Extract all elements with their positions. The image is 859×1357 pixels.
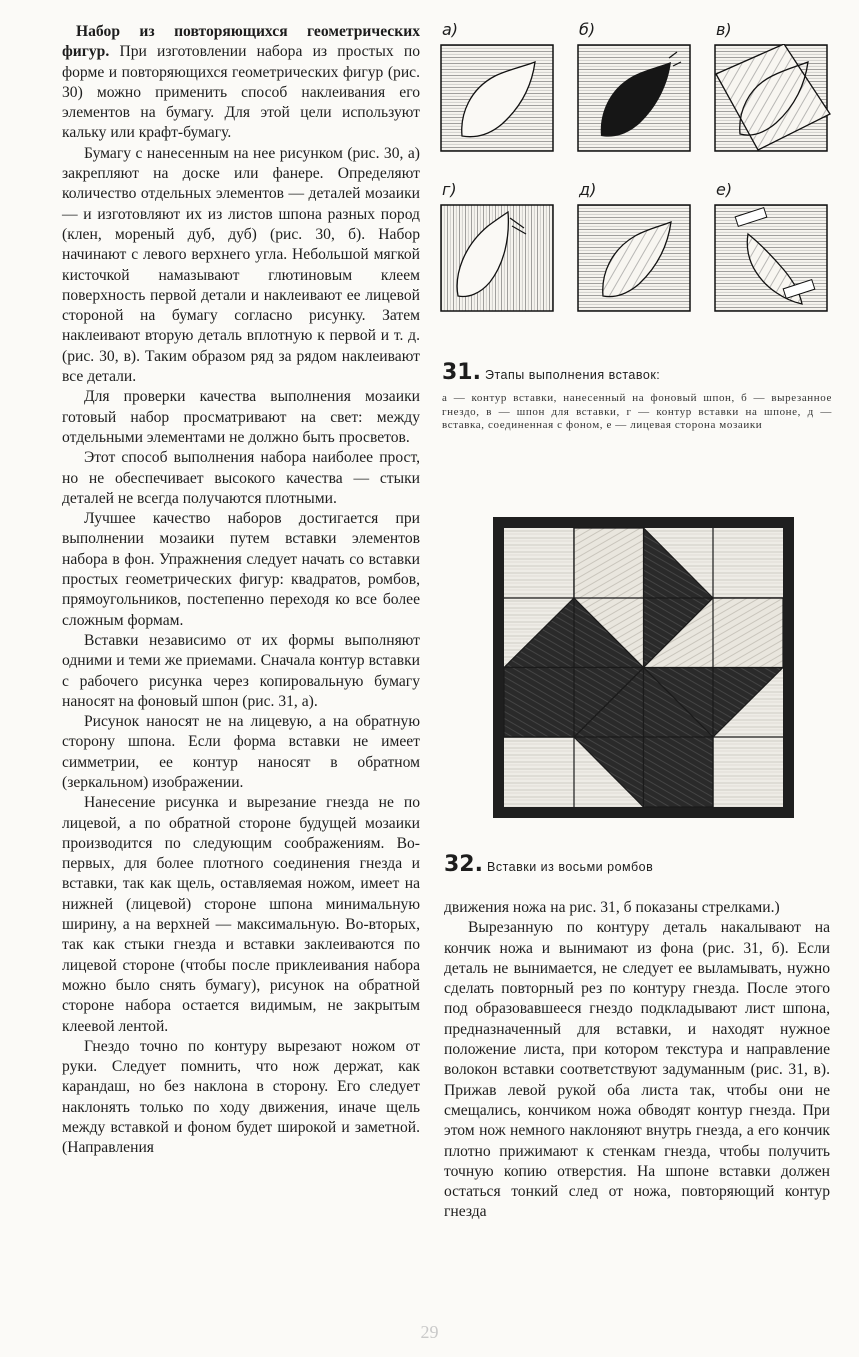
- paragraph: Рисунок наносят не на лицевую, а на обратную сторону шпона. Если форма вставки не имеет симметрии, ее контур наносят в обратном (зеркальном) изображении.: [62, 713, 420, 791]
- paragraph: Вставки независимо от их формы выполняют одними и теми же приемами. Сначала контур вставки с рабочего рисунка через копировальную бумагу наносят на фоновый шпон (рис. 31, а).: [62, 631, 420, 710]
- paragraph: движения ножа на рис. 31, б показаны стрелками.): [444, 899, 780, 916]
- panel-c: в): [714, 26, 828, 151]
- figure-32-eight-rhombus-star: [491, 515, 796, 820]
- paragraph: Лучшее качество наборов достигается при выполнении мозаики путем вставки элементов набора в фон. Упражнения следует начать со вставки простых геометрических фигур: квадратов, ромбов, прямоугольников, постепенно переходя ко все более сложным формам.: [62, 510, 420, 629]
- panel-b: б): [577, 26, 691, 151]
- paragraph: Набор из повторяющихся геометрических фигур. При изготовлении набора из простых по форме и повторяющихся геометрических фигур (рис. 30) можно применить способ наклеивания его элементов на бумагу. Для этой цели используют кальку или крафт-бумагу.: [62, 23, 420, 142]
- right-text-column: [444, 898, 830, 1223]
- figure-32-caption: 32. Вставки из восьми ромбов: [444, 852, 654, 877]
- panel-a: а): [440, 26, 554, 151]
- figure-31-caption: 31. Этапы выполнения вставок:: [442, 360, 661, 385]
- paragraph: Гнездо точно по контуру вырезают ножом от руки. Следует помнить, что нож держат, как карандаш, но без наклона в сторону. Его следует наклонять только по ходу движения, иначе щель между вставкой и фоном будет широкой и заметной. (Направления: [62, 1037, 420, 1157]
- figure-31-veneer-inlay-steps: [440, 20, 835, 331]
- paragraph: Для проверки качества выполнения мозаики готовый набор просматривают на свет: между отдельными элементами не должно быть просветов.: [62, 388, 420, 446]
- section-heading: Набор из повторяющихся геометрических фигур.: [62, 23, 420, 61]
- panel-e: д): [577, 186, 691, 311]
- paragraph: Бумагу с нанесенным на нее рисунком (рис. 30, а) закрепляют на доске или фанере. Определяют количество отдельных элементов — деталей мозаики — и изготовляют их из листов шпона разных пород (клен, мореный дуб, дуб) (рис. 30, б). Набор начинают с левого верхнего угла. Небольшой мягкой кисточкой намазывают глютиновым клеем поверхность первой детали и наклеивают ее лицевой стороной на бумагу согласно рисунку. Затем наклеивают вторую деталь вплотную к первой и т. д. (рис. 30, в). Таким образом ряд за рядом наклеивают все детали.: [62, 144, 420, 386]
- paragraph: Нанесение рисунка и вырезание гнезда не по лицевой, а по обратной стороне будущей мозаики производится по следующим соображениям. Во-первых, для более плотного соединения гнезда и вставки, так как щель, оставляемая ножом, имеет на нижней (лицевой) стороне шпона минимальную ширину, а на верхней — максимальную. Во-вторых, так как стыки гнезда и вставки заклеиваются по лицевой стороне (чтобы после приклеивания набора можно было снять бумагу), рисунок на обратной стороне набора остается видимым, не закрытым клеевой лентой.: [62, 794, 420, 1035]
- page-number: 29: [420, 1322, 439, 1342]
- figure-31-description: а — контур вставки, нанесенный на фоновый шпон, б — вырезанное гнездо, в — шпон для вставки, г — контур вставки на шпоне, д — вставка, соединенная с фоном, е — лицевая сторона мозаики: [442, 392, 832, 431]
- paragraph: Вырезанную по контуру деталь накалывают на кончик ножа и вынимают из фона (рис. 31, б). Если деталь не вынимается, не следует ее выламывать, нужно сделать повторный рез по контуру гнезда. После этого под образовавшееся гнездо подкладывают лист шпона, предназначенный для вставки, и находят нужное положение листа, при котором текстура и направление волокон вставки соответствуют задуманным (рис. 31, в). Прижав левой рукой оба листа так, чтобы они не смещались, кончиком ножа обводят контур гнезда. При этом нож немного наклоняют внутрь гнезда, а его кончик плотно прижимают к стенкам гнезда, чтобы получить точную копию отверстия. На шпоне вставки должен остаться тонкий след от ножа, повторяющий контур гнезда: [444, 919, 830, 1221]
- paragraph: Этот способ выполнения набора наиболее прост, но не обеспечивает высокого качества — стыки деталей не всегда получаются плотными.: [62, 449, 420, 507]
- panel-d: г): [440, 186, 554, 311]
- panel-f: е): [714, 186, 828, 311]
- left-text-column: [62, 22, 420, 1159]
